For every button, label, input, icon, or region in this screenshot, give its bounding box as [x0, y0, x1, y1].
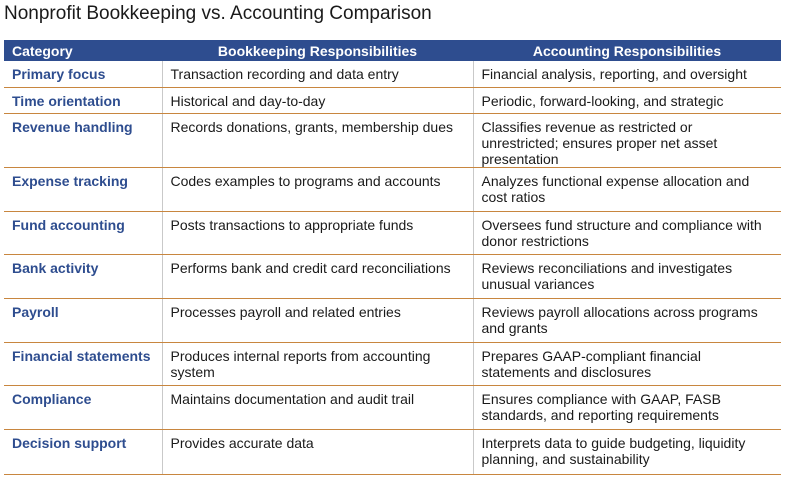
row-accounting: Reviews payroll allocations across programs and grants	[473, 298, 781, 342]
row-bookkeeping: Provides accurate data	[162, 429, 473, 474]
header-bookkeeping: Bookkeeping Responsibilities	[217, 42, 418, 59]
row-accounting: Classifies revenue as restricted or unrestricted; ensures proper net asset presentation	[473, 113, 781, 167]
row-accounting: Ensures compliance with GAAP, FASB standards, and reporting requirements	[473, 385, 781, 429]
row-bookkeeping: Records donations, grants, membership dues	[162, 113, 473, 167]
row-category: Revenue handling	[4, 113, 162, 167]
row-bookkeeping: Processes payroll and related entries	[162, 298, 473, 342]
row-bookkeeping: Maintains documentation and audit trail	[162, 385, 473, 429]
row-accounting: Oversees fund structure and compliance with donor restrictions	[473, 211, 781, 254]
table-row	[4, 298, 781, 342]
row-accounting: Prepares GAAP-compliant financial statements and disclosures	[473, 342, 781, 385]
header-accounting: Accounting Responsibilities	[532, 42, 722, 59]
table-row	[4, 429, 781, 474]
table-row	[4, 211, 781, 254]
row-category: Expense tracking	[4, 167, 162, 211]
header-category: Category	[12, 42, 73, 59]
row-category: Time orientation	[4, 87, 162, 113]
row-category: Decision support	[4, 429, 162, 474]
table-header-row	[4, 40, 781, 61]
table-row	[4, 254, 781, 298]
row-bookkeeping: Transaction recording and data entry	[162, 61, 473, 87]
page-title: Nonprofit Bookkeeping vs. Accounting Comparison	[4, 3, 432, 24]
row-category: Financial statements	[4, 342, 162, 385]
row-category: Fund accounting	[4, 211, 162, 254]
row-category: Payroll	[4, 298, 162, 342]
row-bookkeeping: Produces internal reports from accounting system	[162, 342, 473, 385]
row-accounting: Reviews reconciliations and investigates unusual variances	[473, 254, 781, 298]
table-row	[4, 342, 781, 385]
row-category: Primary focus	[4, 61, 162, 87]
row-category: Compliance	[4, 385, 162, 429]
row-bookkeeping: Historical and day-to-day	[162, 87, 473, 113]
comparison-table	[4, 40, 781, 475]
row-accounting: Analyzes functional expense allocation and cost ratios	[473, 167, 781, 211]
row-bookkeeping: Codes examples to programs and accounts	[162, 167, 473, 211]
table-row	[4, 385, 781, 429]
table-row	[4, 87, 781, 113]
table-row	[4, 113, 781, 167]
row-accounting: Interprets data to guide budgeting, liquidity planning, and sustainability	[473, 429, 781, 474]
row-accounting: Periodic, forward-looking, and strategic	[473, 87, 781, 113]
row-bookkeeping: Posts transactions to appropriate funds	[162, 211, 473, 254]
table-row	[4, 167, 781, 211]
table-row	[4, 61, 781, 87]
row-accounting: Financial analysis, reporting, and oversight	[473, 61, 781, 87]
row-bookkeeping: Performs bank and credit card reconciliations	[162, 254, 473, 298]
row-category: Bank activity	[4, 254, 162, 298]
